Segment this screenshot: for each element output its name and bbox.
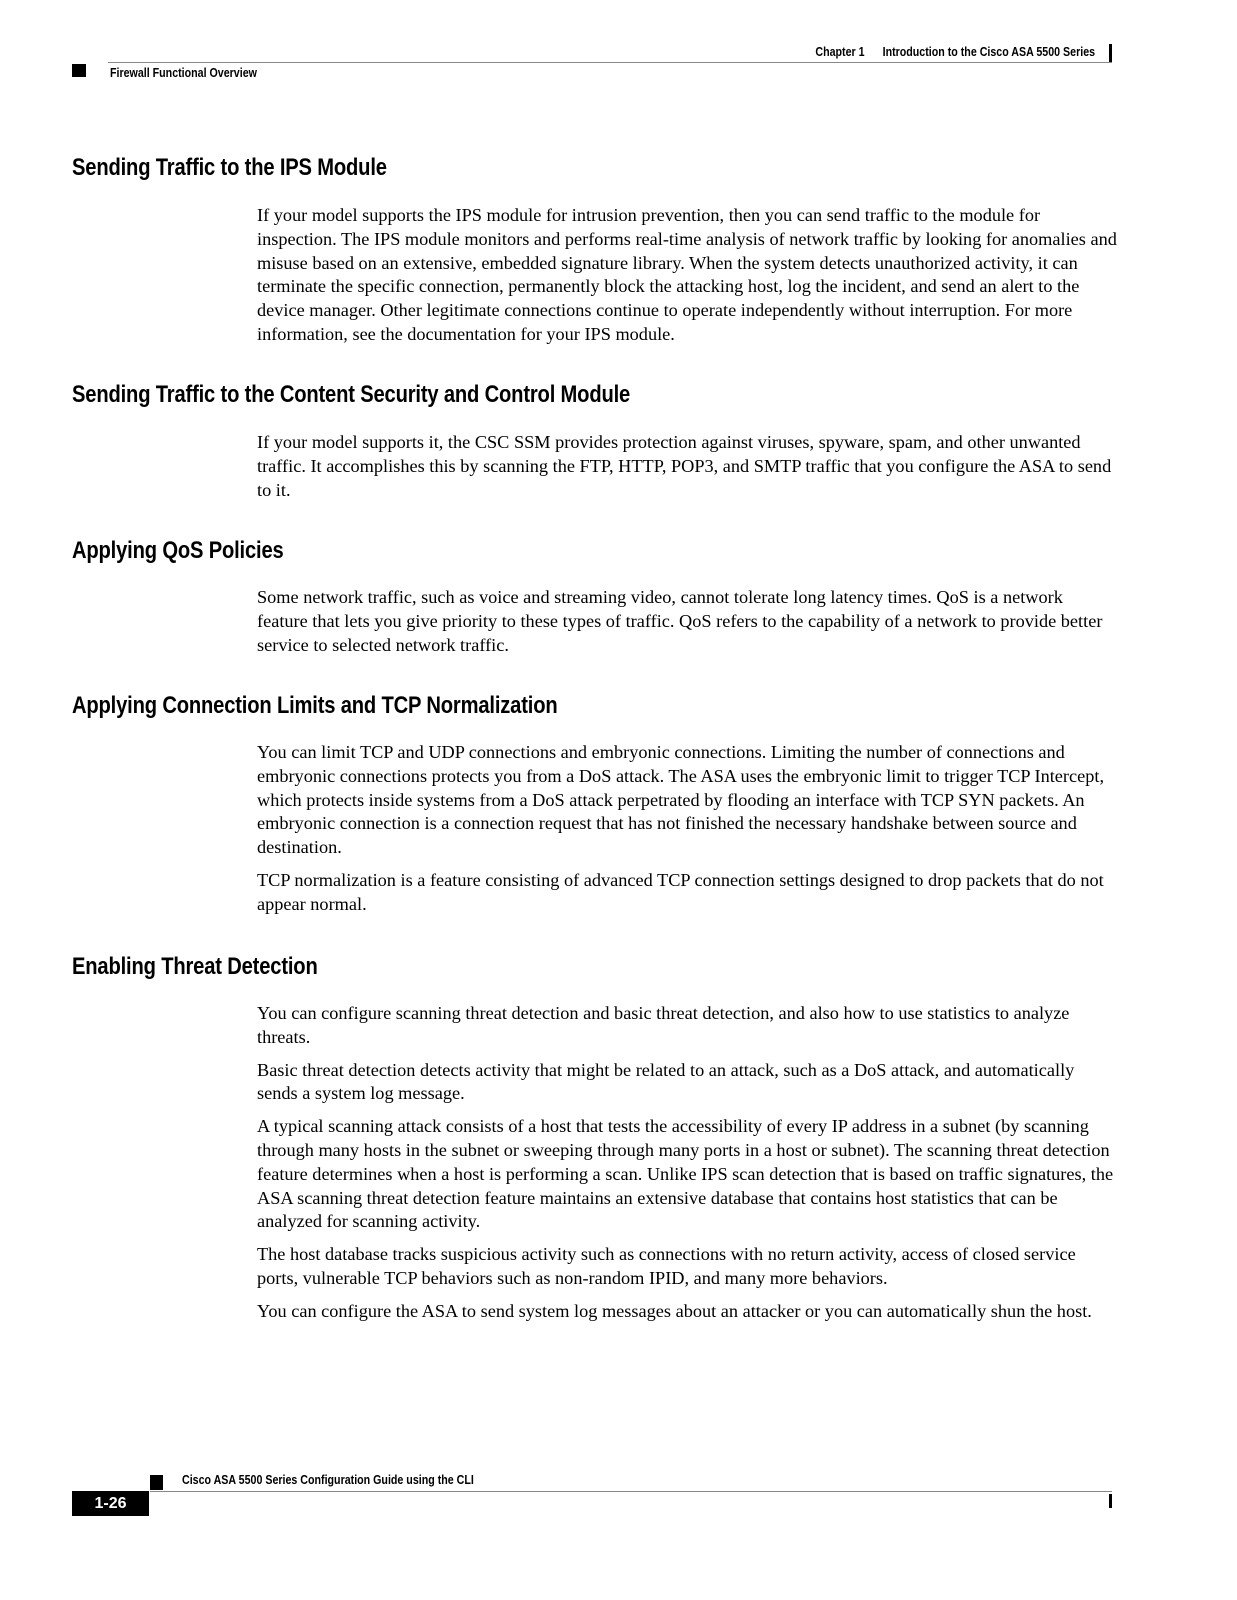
running-header-section: Firewall Functional Overview [110, 65, 257, 80]
section-body-connection-limits [257, 741, 1117, 917]
header-marker-bar [1109, 44, 1112, 63]
chapter-label: Chapter 1 [815, 44, 865, 59]
paragraph: If your model supports the IPS module for intrusion prevention, then you can send traffic to the module for inspection. The IPS module monitors and performs real-time analysis of network traffic by looking for anomalies and misuse based on an extensive, embedded signature library. When the system detects unauthorized activity, it can terminate the specific connection, permanently block the attacking host, log the incident, and send an alert to the device manager. Other legitimate connections continue to operate independently without interruption. For more information, see the documentation for your IPS module. [257, 205, 1117, 344]
paragraph: The host database tracks suspicious activity such as connections with no return activity, access of closed service ports, vulnerable TCP behaviors such as non-random IPID, and many more behaviors. [257, 1244, 1076, 1288]
section-heading-qos: Applying QoS Policies [72, 537, 284, 564]
page-number: 1-26 [72, 1491, 149, 1516]
paragraph: A typical scanning attack consists of a host that tests the accessibility of every IP address in a subnet (by scanning through many hosts in the subnet or sweeping through many ports in a host or subnet). The scanning threat detection feature determines when a host is performing a scan. Unlike IPS scan detection that is based on traffic signatures, the ASA scanning threat detection feature maintains an extensive database that contains host statistics that can be analyzed for scanning activity. [257, 1116, 1114, 1232]
paragraph: TCP normalization is a feature consisting of advanced TCP connection settings designed to drop packets that do not appear normal. [257, 869, 1104, 914]
paragraph: You can configure the ASA to send system log messages about an attacker or you can automatically shun the host. [257, 1300, 1092, 1321]
footer-marker-bar [1109, 1494, 1112, 1508]
section-body-ips [257, 204, 1117, 347]
paragraph: If your model supports it, the CSC SSM provides protection against viruses, spyware, spam, and other unwanted traffic. It accomplishes this by scanning the FTP, HTTP, POP3, and SMTP traffic that you configure the ASA to send to it. [257, 432, 1112, 500]
section-heading-threat-detection: Enabling Threat Detection [72, 953, 318, 980]
header-marker-block [72, 64, 86, 77]
header-rule [108, 62, 1112, 63]
footer-rule [150, 1491, 1112, 1492]
footer-marker-block [150, 1475, 163, 1490]
paragraph: Basic threat detection detects activity that might be related to an attack, such as a DoS attack, and automatically sends a system log message. [257, 1059, 1075, 1104]
paragraph: You can configure scanning threat detection and basic threat detection, and also how to use statistics to analyze threats. [257, 1003, 1070, 1047]
section-heading-connection-limits: Applying Connection Limits and TCP Normalization [72, 692, 558, 719]
section-body-threat-detection [257, 1002, 1117, 1324]
paragraph: You can limit TCP and UDP connections and embryonic connections. Limiting the number of connections and embryonic connections protects you from a DoS attack. The ASA uses the embryonic limit to trigger TCP Intercept, which protects inside systems from a DoS attack perpetrated by flooding an interface with TCP SYN packets. An embryonic connection is a connection request that has not finished the necessary handshake between source and destination. [257, 742, 1105, 858]
paragraph: Some network traffic, such as voice and streaming video, cannot tolerate long latency times. QoS is a network feature that lets you give priority to these types of traffic. QoS refers to the capability of a network to provide better service to selected network traffic. [257, 587, 1103, 655]
section-heading-ips: Sending Traffic to the IPS Module [72, 154, 387, 181]
footer-guide-title: Cisco ASA 5500 Series Configuration Guide using the CLI [182, 1472, 474, 1487]
section-heading-csc: Sending Traffic to the Content Security and Control Module [72, 381, 631, 408]
chapter-title: Introduction to the Cisco ASA 5500 Series [882, 44, 1095, 59]
section-body-qos [257, 586, 1117, 657]
section-body-csc [257, 431, 1117, 502]
running-header-chapter [815, 44, 1095, 59]
